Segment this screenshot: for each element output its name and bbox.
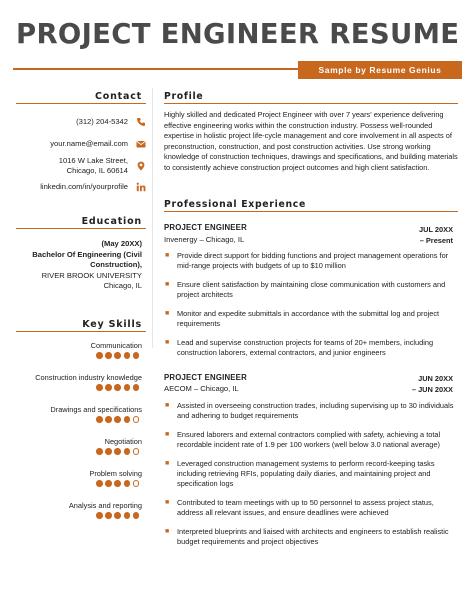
job-2-title: PROJECT ENGINEER <box>164 373 247 382</box>
contact-address <box>16 156 146 176</box>
contact-linkedin <box>16 182 146 192</box>
rating-dot-filled <box>105 352 112 359</box>
bullet-icon: ■ <box>165 280 170 288</box>
bullet-icon: ■ <box>165 498 170 506</box>
rating-dot-filled <box>124 480 131 487</box>
bullet-text: Interpreted blueprints and liaised with architects and engineers to establish realistic budget requirements and project objectives <box>177 526 449 547</box>
skill-name: Problem solving <box>89 469 142 478</box>
job-2-date-end: – JUN 20XX <box>411 385 453 394</box>
rating-dot-filled <box>133 384 140 391</box>
school-name: RIVER BROOK UNIVERSITY <box>41 270 142 280</box>
job-1-bullets <box>164 251 458 367</box>
email-text[interactable]: your.name@email.com <box>50 139 128 148</box>
rating-dot-filled <box>96 352 103 359</box>
contact-divider <box>16 103 146 104</box>
skill-name: Drawings and specifications <box>50 405 142 414</box>
job-2-bullet <box>164 401 458 422</box>
sample-badge: Sample by Resume Genius <box>298 61 462 79</box>
skill-name: Negotiation <box>104 437 142 446</box>
address-text <box>59 156 128 176</box>
bullet-text: Monitor and expedite submittals in accordance with the submittal log and project requirements <box>177 308 440 329</box>
bullet-text: Ensure client satisfaction by maintaining close communication with customers and project architects <box>177 279 446 300</box>
contact-email <box>16 139 146 149</box>
rating-dot-filled <box>105 416 112 423</box>
rating-dot-filled <box>96 480 103 487</box>
bullet-text: Ensured laborers and external contractors complied with safety, achieving a total recordable incident rate of 1.9 per 100 workers (well below 3.0 national average) <box>177 429 441 450</box>
linkedin-icon <box>136 182 146 192</box>
job-1-bullet <box>164 338 458 359</box>
rating-dot-filled <box>124 448 131 455</box>
skill-rating <box>86 384 142 391</box>
job-2-date-start: JUN 20XX <box>418 374 453 383</box>
bullet-text: Assisted in overseeing construction trades, including supervising up to 30 individuals and adhering to budget requirements <box>177 401 454 421</box>
rating-dot-filled <box>114 512 121 519</box>
bullet-icon: ■ <box>165 252 170 259</box>
job-1-dates <box>360 224 453 246</box>
skills-divider <box>16 331 146 332</box>
bullet-text: Lead and supervise construction projects for teams of 20+ members, including construction laborers, external contractors, and junior engineers <box>177 337 434 357</box>
resume-title: PROJECT ENGINEER RESUME <box>16 18 460 50</box>
skill-rating <box>86 448 142 455</box>
bullet-icon: ■ <box>165 527 170 535</box>
rating-dot-filled <box>124 352 131 359</box>
job-2-bullet <box>164 430 458 451</box>
bullet-icon: ■ <box>165 459 170 467</box>
rating-dot-filled <box>96 512 103 519</box>
rating-dot-filled <box>105 512 112 519</box>
skill-rating <box>86 416 142 423</box>
profile-divider <box>164 103 458 104</box>
skills-heading: Key Skills <box>82 319 142 330</box>
skill-name: Analysis and reporting <box>68 501 142 510</box>
bullet-icon: ■ <box>165 338 170 346</box>
contact-heading: Contact <box>95 91 142 102</box>
job-1-bullet <box>164 280 458 301</box>
experience-heading: Professional Experience <box>164 199 307 210</box>
education-heading: Education <box>81 216 142 227</box>
bullet-icon: ■ <box>165 402 170 409</box>
rating-dot-filled <box>105 384 112 391</box>
school-location: Chicago, IL <box>103 281 142 290</box>
email-icon <box>136 139 146 149</box>
rating-dot-filled <box>114 480 121 487</box>
column-divider <box>152 88 153 348</box>
skill-rating <box>86 480 142 487</box>
job-1-bullet <box>164 309 458 330</box>
rating-dot-empty <box>133 416 140 423</box>
education-entry <box>16 239 142 292</box>
job-1-date-end: – Present <box>419 236 453 245</box>
bullet-text: Contributed to team meetings with up to 50 personnel to assess project status, address all relevant issues, and ensure deadlines were achieved <box>177 497 434 518</box>
job-1-bullet <box>164 251 458 272</box>
rating-dot-filled <box>114 384 121 391</box>
job-2-bullet <box>164 459 458 490</box>
rating-dot-filled <box>105 448 112 455</box>
rating-dot-filled <box>133 352 140 359</box>
job-2-bullet <box>164 527 458 548</box>
job-1-company: Invenergy – Chicago, IL <box>164 235 245 244</box>
job-2-bullet <box>164 498 458 519</box>
skill-rating <box>86 352 142 359</box>
rating-dot-filled <box>96 448 103 455</box>
address-line-2: Chicago, IL 60614 <box>66 166 128 175</box>
rating-dot-filled <box>114 448 121 455</box>
rating-dot-filled <box>133 512 140 519</box>
job-2-company: AECOM – Chicago, IL <box>164 384 239 393</box>
degree-line-1: Bachelor Of Engineering (Civil <box>32 249 142 259</box>
rating-dot-filled <box>114 416 121 423</box>
job-2-bullets <box>164 401 458 556</box>
job-1-date-start: JUL 20XX <box>419 225 453 234</box>
rating-dot-empty <box>133 480 140 487</box>
rating-dot-filled <box>124 416 131 423</box>
skill-name: Construction industry knowledge <box>35 373 142 382</box>
address-line-1: 1016 W Lake Street, <box>58 156 128 165</box>
bullet-text: Provide direct support for bidding functions and project management operations for mid-range projects with budgets of up to $10 million <box>177 251 449 271</box>
rating-dot-empty <box>133 448 140 455</box>
job-1-title: PROJECT ENGINEER <box>164 223 247 232</box>
rating-dot-filled <box>96 384 103 391</box>
experience-divider <box>164 211 458 212</box>
rating-dot-filled <box>124 512 131 519</box>
bullet-text: Leveraged construction management systems to perform record-keeping tasks including retrieving RFIs, populating daily diaries, and maintaining project and specification logs <box>177 458 435 489</box>
job-2-dates <box>360 373 453 395</box>
skill-name: Communication <box>90 341 142 350</box>
education-date: (May 20XX) <box>101 239 142 248</box>
skill-rating <box>86 512 142 519</box>
rating-dot-filled <box>124 384 131 391</box>
contact-phone <box>16 117 146 127</box>
profile-summary: Highly skilled and dedicated Project Engineer with over 7 years' experience delivering effective engineering works within the construction industry. Possess well-rounded expertise in holistic project life-cycle management and core involvement in all aspects of preconstruction, construction, and post construction activities. Use strong working knowledge of construction techniques, drawings and specifications, and building materials to consistently achieve construction project outcomes and high client satisfaction. <box>164 110 458 172</box>
phone-icon <box>136 117 146 127</box>
location-icon <box>136 161 146 171</box>
degree-line-2: Construction), <box>90 260 142 269</box>
phone-text: (312) 204-5342 <box>76 117 128 126</box>
bullet-icon: ■ <box>165 309 170 317</box>
linkedin-text[interactable]: linkedin.com/in/yourprofile <box>40 182 128 191</box>
bullet-icon: ■ <box>165 430 170 438</box>
rating-dot-filled <box>96 416 103 423</box>
rating-dot-filled <box>114 352 121 359</box>
education-divider <box>16 228 146 229</box>
rating-dot-filled <box>105 480 112 487</box>
profile-heading: Profile <box>164 91 204 102</box>
